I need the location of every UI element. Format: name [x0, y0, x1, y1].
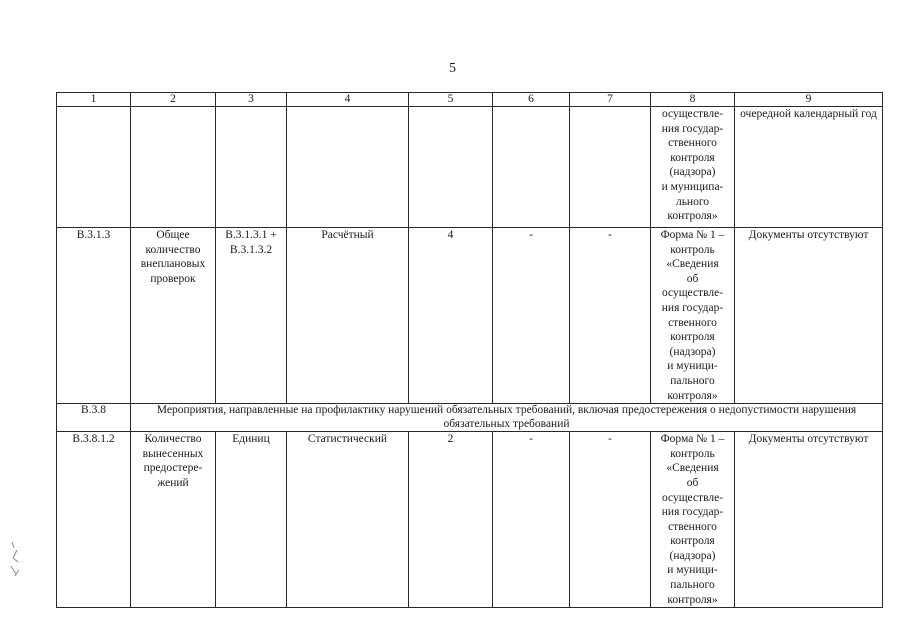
table-cell-code: B.3.8.1.2 — [57, 432, 131, 608]
table-cell-source: Форма № 1 – контроль «Сведения об осуществле- ния государ- ственного контроля (надзора) и муници- пального контроля» — [651, 228, 735, 404]
table-cell-value: 2 — [409, 432, 493, 608]
indicators-table — [56, 92, 883, 608]
table-cell-value — [409, 107, 493, 228]
table-cell-col6: - — [493, 228, 570, 404]
table-cell-col7 — [570, 107, 651, 228]
table-cell-docs: очередной календарный год — [735, 107, 883, 228]
table-cell-name: Количество вынесенных предостере- жений — [131, 432, 216, 608]
table-cell-code: B.3.1.3 — [57, 228, 131, 404]
page-number: 5 — [449, 61, 456, 76]
table-cell-name: Общее количество внеплановых проверок — [131, 228, 216, 404]
table-row — [57, 228, 883, 404]
table-row — [57, 432, 883, 608]
scan-artifact — [8, 540, 22, 578]
section-title: Мероприятия, направленные на профилактику нарушений обязательных требований, включая предостережения о недопустимости нарушения обязательных требований — [131, 404, 883, 432]
header-row — [57, 93, 883, 107]
section-row — [57, 404, 883, 432]
table-cell-col7: - — [570, 228, 651, 404]
table-cell-source: Форма № 1 – контроль «Сведения об осуществле- ния государ- ственного контроля (надзора) и муници- пального контроля» — [651, 432, 735, 608]
header-cell: 7 — [570, 93, 651, 107]
table-cell-code — [57, 107, 131, 228]
header-cell: 8 — [651, 93, 735, 107]
table-cell-value: 4 — [409, 228, 493, 404]
table-cell-col6 — [493, 107, 570, 228]
table-cell-docs: Документы отсутствуют — [735, 432, 883, 608]
table-cell-method — [287, 107, 409, 228]
table-cell-name — [131, 107, 216, 228]
table-cell-method: Расчётный — [287, 228, 409, 404]
header-cell: 9 — [735, 93, 883, 107]
header-cell: 6 — [493, 93, 570, 107]
table-cell-method: Статистический — [287, 432, 409, 608]
header-cell: 3 — [216, 93, 287, 107]
table-row — [57, 107, 883, 228]
table-cell-formula: Единиц — [216, 432, 287, 608]
table-cell-source: осуществле- ния государ- ственного контроля (надзора) и муниципа- льного контроля» — [651, 107, 735, 228]
header-cell: 4 — [287, 93, 409, 107]
table-cell-col6: - — [493, 432, 570, 608]
section-code: B.3.8 — [57, 404, 131, 432]
table-cell-col7: - — [570, 432, 651, 608]
header-cell: 1 — [57, 93, 131, 107]
table-cell-docs: Документы отсутствуют — [735, 228, 883, 404]
table-cell-formula: B.3.1.3.1 + B.3.1.3.2 — [216, 228, 287, 404]
header-cell: 5 — [409, 93, 493, 107]
header-cell: 2 — [131, 93, 216, 107]
table-cell-formula — [216, 107, 287, 228]
